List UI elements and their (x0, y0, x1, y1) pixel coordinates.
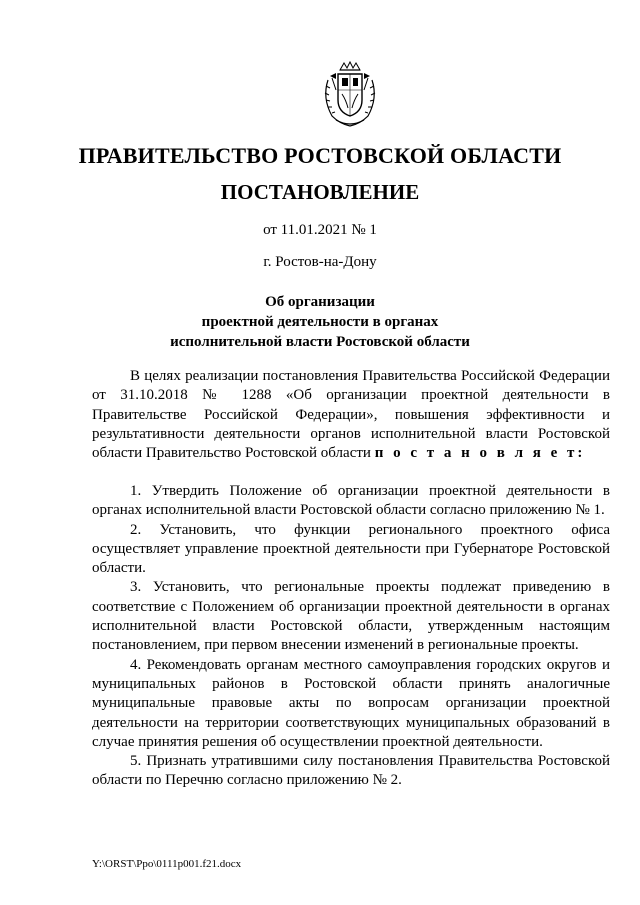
decree-items (92, 482, 610, 791)
preamble-paragraph (92, 367, 610, 463)
decree-item-5: 5. Признать утратившими силу постановления Правительства Ростовской области по Перечню согласно приложению № 2. (92, 753, 610, 789)
decree-item-3: 3. Установить, что региональные проекты подлежат приведению в соответствие с Положением об организации проектной деятельности в органах исполнительной власти Ростовской области, утвержденным настоящим постановлением, при первом внесении изменений в региональные проекты. (92, 579, 610, 654)
title-line: исполнительной власти Ростовской области (170, 334, 470, 350)
document-title (0, 292, 640, 352)
organization-name: ПРАВИТЕЛЬСТВО РОСТОВСКОЙ ОБЛАСТИ (78, 143, 562, 168)
decree-word: п о с т а н о в л я е т: (374, 445, 586, 462)
title-line: Об организации (265, 294, 375, 310)
document-city: г. Ростов-на-Дону (263, 254, 377, 270)
document-type: ПОСТАНОВЛЕНИЕ (220, 180, 420, 204)
decree-item-2: 2. Установить, что функции регионального проектного офиса осуществляет управление проектной деятельности при Губернаторе Ростовской области. (92, 521, 610, 577)
coat-of-arms-icon (318, 60, 382, 130)
title-line: проектной деятельности в органах (201, 314, 439, 330)
file-path-footer: Y:\ORST\Ppo\0111p001.f21.docx (92, 858, 242, 870)
decree-item-4: 4. Рекомендовать органам местного самоуправления городских округов и муниципальных районов в Ростовской области принять аналогичные муниципальные правовые акты по вопросам организации проектной деятельности на территории соответствующих муниципальных образований в случае принятия решения об осуществлении проектной деятельности. (92, 656, 610, 750)
decree-item-1: 1. Утвердить Положение об организации проектной деятельности в органах исполнительной власти Ростовской области согласно приложению № 1. (92, 483, 610, 519)
preamble-text: В целях реализации постановления Правительства Российской Федерации от 31.10.2018 № 1288 «Об организации проектной деятельности в Правительстве Российской Федерации», повышения эффективности и результативности деятельности органов исполнительной власти Ростовской области Правительство Ростовской области (92, 368, 610, 462)
document-date-number: от 11.01.2021 № 1 (263, 222, 377, 238)
preamble (92, 367, 610, 463)
